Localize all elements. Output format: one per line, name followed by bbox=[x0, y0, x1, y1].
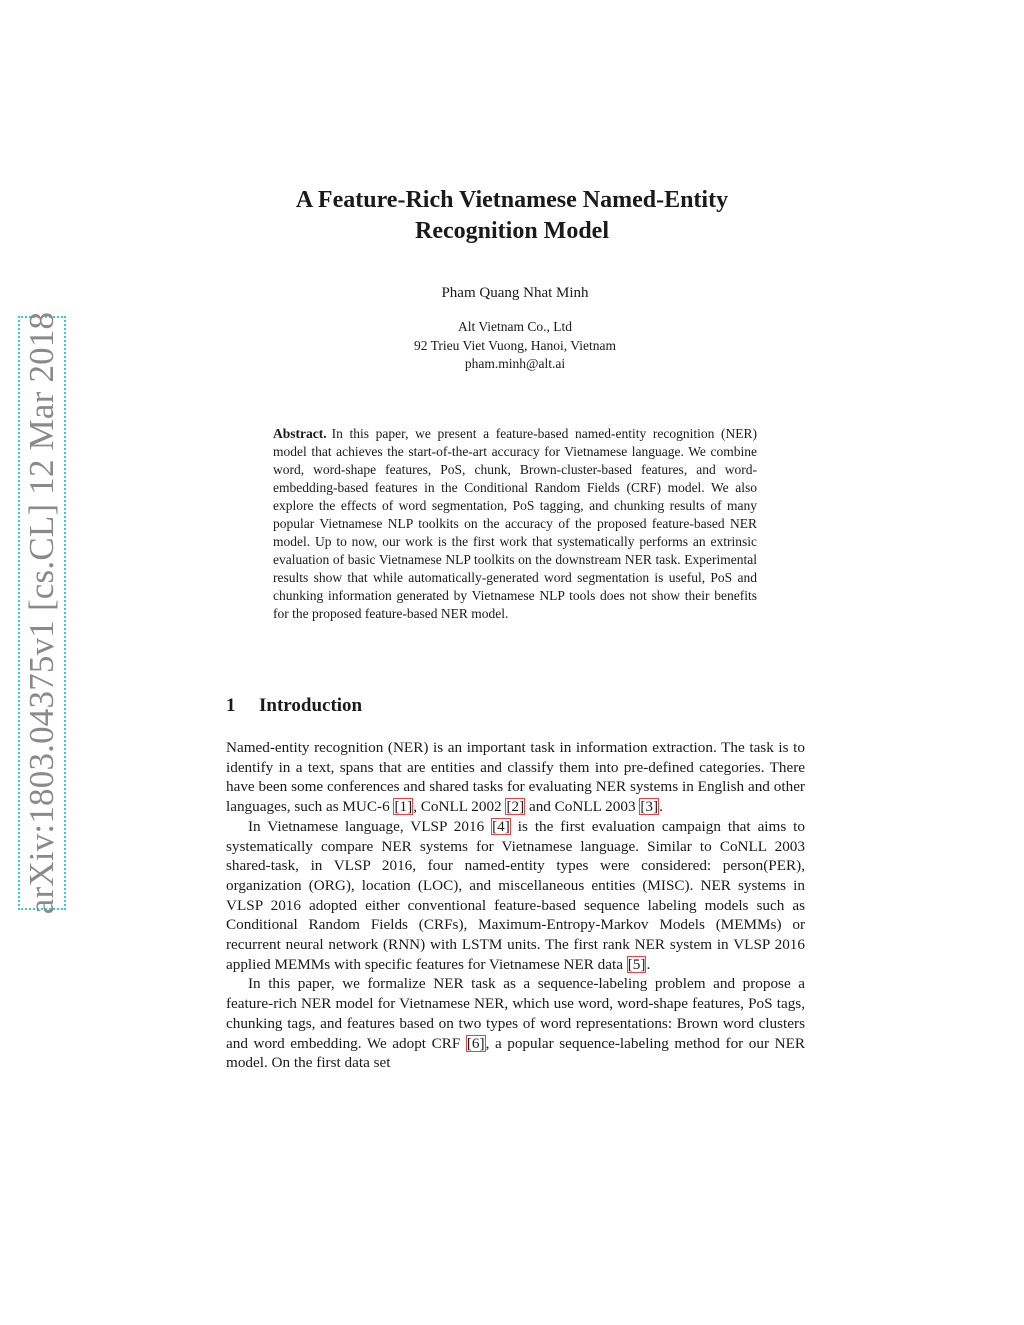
paper-title-line-1: A Feature-Rich Vietnamese Named-Entity bbox=[295, 187, 729, 213]
affiliation bbox=[0, 318, 1024, 374]
affiliation-organization: Alt Vietnam Co., Ltd bbox=[457, 319, 573, 334]
paragraph-text: , a popular sequence-labeling method for our NER model. On the first data set bbox=[226, 1034, 805, 1072]
paper-title-line-2: Recognition Model bbox=[415, 218, 609, 244]
paragraph-text: and CoNLL 2003 bbox=[525, 798, 640, 816]
abstract bbox=[273, 425, 757, 623]
affiliation-address: 92 Trieu Viet Vuong, Hanoi, Vietnam bbox=[414, 337, 616, 353]
paragraph-text: In this paper, we formalize NER task as a sequence-labeling problem and propose a feature-rich NER model for Vietnamese NER, which use word, word-shape features, PoS tags, chunking tags, and features based on two types of word representations: Brown word clusters and word embedding. We adopt CRF bbox=[226, 975, 805, 1052]
abstract-text: In this paper, we present a feature-based named-entity recognition (NER) model that achieves the start-of-the-art accuracy for Vietnamese language. We combine word, word-shape features, PoS, chunk, Brown-cluster-based features, and word-embedding-based features in the Conditional Random Fields (CRF) model. We also explore the effects of word segmentation, PoS tagging, and chunking results of many popular Vietnamese NLP toolkits on the accuracy of the proposed feature-based NER model. Up to now, our work is the first work that systematically performs an extrinsic evaluation of basic Vietnamese NLP toolkits on the downstream NER task. Experimental results show that while automatically-generated word segmentation is useful, PoS and chunking information generated by Vietnamese NLP tools does not show their benefits for the proposed feature-based NER model. bbox=[273, 426, 757, 621]
paragraph-text: . bbox=[646, 955, 651, 973]
section-title: Introduction bbox=[259, 695, 363, 716]
citation-link-4[interactable]: [4] bbox=[492, 817, 510, 835]
paragraph-text: In Vietnamese language, VLSP 2016 bbox=[248, 817, 492, 835]
section-heading bbox=[226, 694, 362, 718]
citation-link-3[interactable]: [3] bbox=[640, 798, 659, 816]
citation-link-5[interactable]: [5] bbox=[627, 955, 646, 973]
paragraph-3 bbox=[226, 974, 805, 1073]
abstract-label: Abstract. bbox=[273, 426, 327, 441]
author-email: pham.minh@alt.ai bbox=[464, 356, 566, 371]
citation-link-1[interactable]: [1] bbox=[394, 798, 413, 816]
author-name: Pham Quang Nhat Minh bbox=[441, 285, 589, 301]
section-number: 1 bbox=[226, 695, 236, 716]
paragraph-text: is the first evaluation campaign that aims to systematically compare NER systems for Vietnamese language. Similar to CoNLL 2003 shared-task, in VLSP 2016, four named-entity types were considered: person(PER), organization (ORG), location (LOC), and miscellaneous entities (MISC). NER systems in VLSP 2016 adopted either conventional feature-based sequence labeling models such as Conditional Random Fields (CRFs), Maximum-Entropy-Markov Models (MEMMs) or recurrent neural network (RNN) with LSTM units. The first rank NER system in VLSP 2016 applied MEMMs with specific features for Vietnamese NER data bbox=[226, 817, 805, 973]
citation-link-6[interactable]: [6] bbox=[466, 1034, 485, 1052]
arxiv-identifier[interactable]: arXiv:1803.04375v1 [cs.CL] 12 Mar 2018 bbox=[22, 311, 61, 915]
citation-link-2[interactable]: [2] bbox=[506, 798, 525, 816]
paragraph-text: , CoNLL 2002 bbox=[413, 798, 506, 816]
paper-title bbox=[0, 185, 1024, 247]
paragraph-text: Named-entity recognition (NER) is an important task in information extraction. The task is to identify in a text, spans that are entities and classify them into pre-defined categories. There have been some conferences and shared tasks for evaluating NER systems in English and other languages, such as MUC-6 bbox=[226, 739, 805, 816]
paragraph-2 bbox=[226, 817, 805, 975]
introduction-body bbox=[226, 738, 805, 1073]
paragraph-text: . bbox=[659, 798, 663, 816]
arxiv-stamp bbox=[18, 311, 66, 915]
paragraph-1 bbox=[226, 738, 805, 817]
